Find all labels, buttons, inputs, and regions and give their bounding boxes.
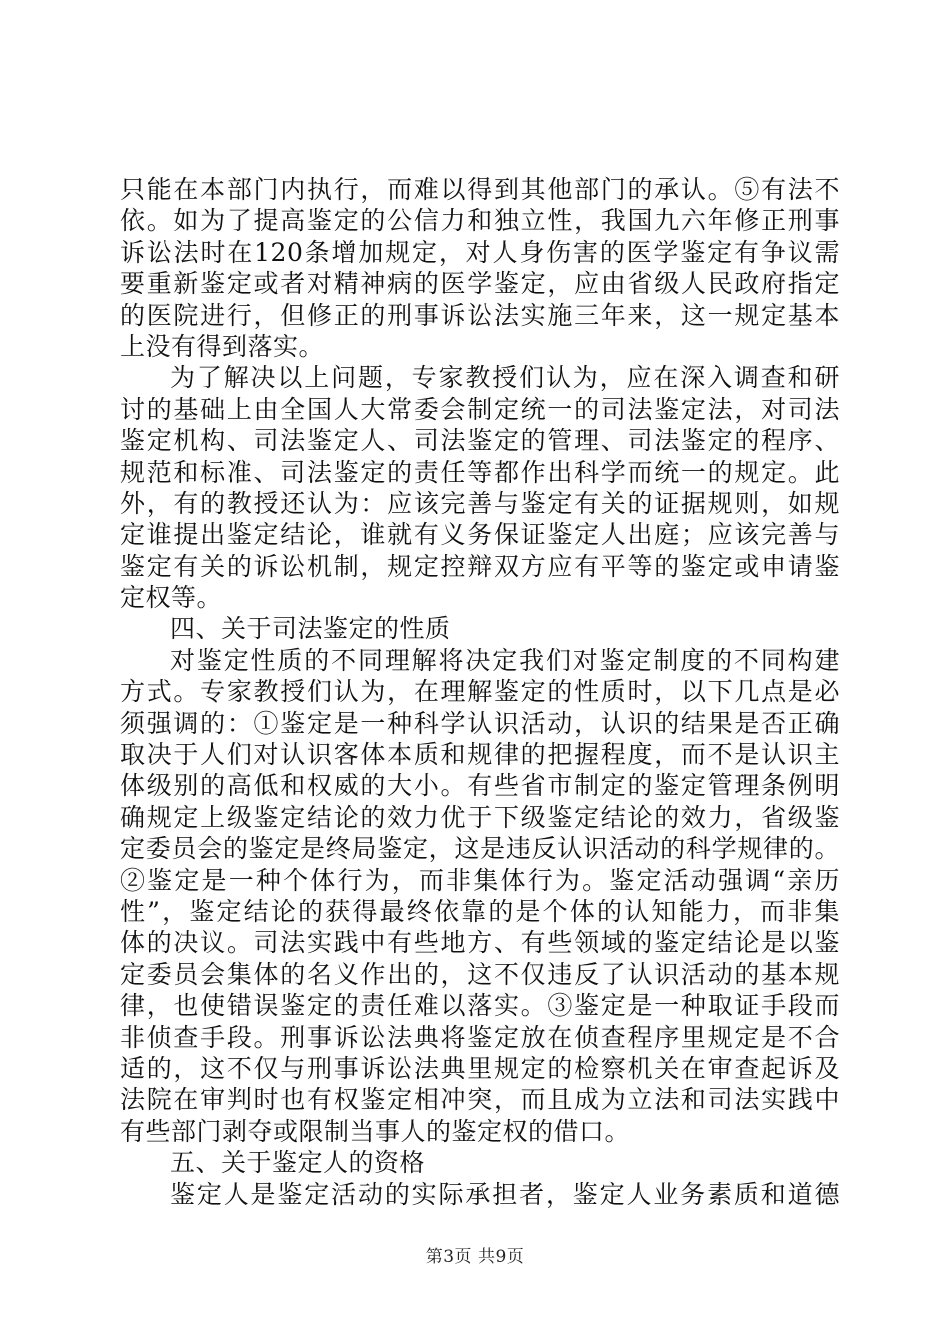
- text-line: 鉴定机构、司法鉴定人、司法鉴定的管理、司法鉴定的程序、: [120, 426, 840, 456]
- text-line: 法院在审判时也有权鉴定相冲突，而且成为立法和司法实践中: [120, 1085, 840, 1115]
- text-line: 依。如为了提高鉴定的公信力和独立性，我国九六年修正刑事: [120, 206, 840, 236]
- text-line: 规范和标准、司法鉴定的责任等都作出科学而统一的规定。此: [120, 457, 840, 487]
- text-line: 方式。专家教授们认为，在理解鉴定的性质时，以下几点是必: [120, 677, 840, 707]
- text-line: 的医院进行，但修正的刑事诉讼法实施三年来，这一规定基本: [120, 300, 840, 330]
- text-line: 定委员会集体的名义作出的，这不仅违反了认识活动的基本规: [120, 959, 840, 989]
- section-heading: 五、关于鉴定人的资格: [170, 1148, 426, 1178]
- text-line: 定谁提出鉴定结论，谁就有义务保证鉴定人出庭；应该完善与: [120, 520, 840, 550]
- text-line: 讨的基础上由全国人大常委会制定统一的司法鉴定法，对司法: [120, 394, 840, 424]
- text-line: ②鉴定是一种个体行为，而非集体行为。鉴定活动强调“亲历: [120, 865, 840, 895]
- text-line: 定权等。: [120, 583, 223, 613]
- text-line: 鉴定人是鉴定活动的实际承担者，鉴定人业务素质和道德: [170, 1179, 840, 1209]
- text-line: 性”，鉴定结论的获得最终依靠的是个体的认知能力，而非集: [120, 896, 840, 926]
- text-line: 体级别的高低和权威的大小。有些省市制定的鉴定管理条例明: [120, 771, 840, 801]
- text-line: 外，有的教授还认为：应该完善与鉴定有关的证据规则，如规: [120, 488, 840, 518]
- text-line: 确规定上级鉴定结论的效力优于下级鉴定结论的效力，省级鉴: [120, 802, 840, 832]
- text-line: 有些部门剥夺或限制当事人的鉴定权的借口。: [120, 1116, 631, 1146]
- text-line: 适的，这不仅与刑事诉讼法典里规定的检察机关在审查起诉及: [120, 1053, 840, 1083]
- text-line: 要重新鉴定或者对精神病的医学鉴定，应由省级人民政府指定: [120, 269, 840, 299]
- text-line: 对鉴定性质的不同理解将决定我们对鉴定制度的不同构建: [170, 645, 840, 675]
- text-line: 须强调的：①鉴定是一种科学认识活动，认识的结果是否正确: [120, 708, 840, 738]
- text-line: 只能在本部门内执行，而难以得到其他部门的承认。⑤有法不: [120, 175, 840, 204]
- text-line: 体的决议。司法实践中有些地方、有些领域的鉴定结论是以鉴: [120, 928, 840, 958]
- text-line: 取决于人们对认识客体本质和规律的把握程度，而不是认识主: [120, 740, 840, 770]
- section-heading: 四、关于司法鉴定的性质: [170, 614, 451, 644]
- text-line: 非侦查手段。刑事诉讼法典将鉴定放在侦查程序里规定是不合: [120, 1022, 840, 1052]
- text-line: 为了解决以上问题，专家教授们认为，应在深入调查和研: [170, 363, 840, 393]
- body-text: [120, 174, 840, 1210]
- text-line: 上没有得到落实。: [120, 331, 325, 361]
- text-line: 鉴定有关的诉讼机制，规定控辩双方应有平等的鉴定或申请鉴: [120, 551, 840, 581]
- page-number-footer: 第3页 共9页: [425, 1247, 525, 1267]
- text-line: 诉讼法时在120条增加规定，对人身伤害的医学鉴定有争议需: [120, 237, 840, 267]
- text-line: 律，也使错误鉴定的责任难以落实。③鉴定是一种取证手段而: [120, 991, 840, 1021]
- text-line: 定委员会的鉴定是终局鉴定，这是违反认识活动的科学规律的。: [120, 834, 840, 864]
